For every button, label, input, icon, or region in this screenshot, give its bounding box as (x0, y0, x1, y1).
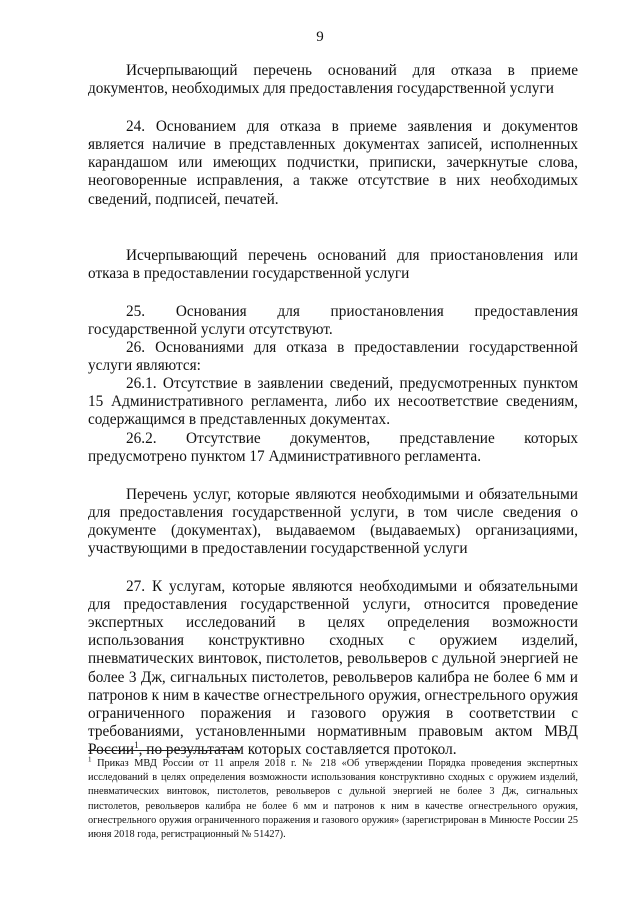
paragraph-26-2: 26.2. Отсутствие документов, представление которых предусмотрено пунктом 17 Административного регламента. (88, 429, 578, 465)
page-number: 9 (316, 29, 324, 45)
footnote-mark: 1 (88, 755, 92, 764)
paragraph-26-1: 26.1. Отсутствие в заявлении сведений, предусмотренных пунктом 15 Административного регламента, либо их несоответствие сведениям, содержащимся в представленных документах. (88, 375, 578, 429)
paragraph-25: 25. Основания для приостановления предоставления государственной услуги отсутствуют. (88, 302, 578, 338)
footnote-reference: 1 (134, 739, 139, 750)
footnote-text: Приказ МВД России от 11 апреля 2018 г. № 218 «Об утверждении Порядка проведения экспертных исследований в целях определения возможности использования конструктивно сходных с оружием изделий, пневматических винтовок, пистолетов, револьверов с дульной энергией не более 3 Дж, сигнальных пистолетов, револьверов калибра не более 6 мм и патронов к ним в качестве огнестрельного оружия, огнестрельного оружия ограниченного поражения и газового оружия» (зарегистрирован в Минюсте России 25 июня 2018 года, регистрационный № 51427). (88, 758, 578, 841)
paragraph-27-text: 27. К услугам, которые являются необходимыми и обязательными для предоставления государственной услуги, относится проведение экспертных исследований в целях определения возможности использования конструктивно сходных с оружием изделий, пневматических винтовок, пистолетов, револьверов с дульной энергией не более 3 Дж, сигнальных пистолетов, револьверов калибра не более 6 мм и патронов к ним в качестве огнестрельного оружия, огнестрельного оружия ограниченного поражения и газового оружия в соответствии с требованиями, установленными нормативным правовым актом МВД России (88, 578, 578, 758)
section-heading-required-services: Перечень услуг, которые являются необходимыми и обязательными для предоставления государственной услуги, в том числе сведения о документе (документах), выдаваемом (выдаваемых) организациями, участвующими в предоставлении государственной услуги (88, 485, 578, 557)
paragraph-27-ending: , по результатам которых составляется протокол. (138, 740, 457, 758)
section-heading-refusal-acceptance: Исчерпывающий перечень оснований для отказа в приеме документов, необходимых для предоставления государственной услуги (88, 62, 578, 98)
document-body (88, 62, 578, 759)
paragraph-24: 24. Основанием для отказа в приеме заявления и документов является наличие в представленных документах записей, исполненных карандашом или имеющих подчистки, приписки, зачеркнутые слова, неоговоренные исправления, а также отсутствие в них необходимых сведений, подписей, печатей. (88, 118, 578, 208)
footnote-separator (88, 750, 240, 751)
paragraph-26: 26. Основаниями для отказа в предоставлении государственной услуги являются: (88, 339, 578, 375)
section-heading-suspension-refusal: Исчерпывающий перечень оснований для приостановления или отказа в предоставлении государственной услуги (88, 246, 578, 282)
paragraph-27 (88, 578, 578, 759)
footnote (88, 757, 578, 842)
